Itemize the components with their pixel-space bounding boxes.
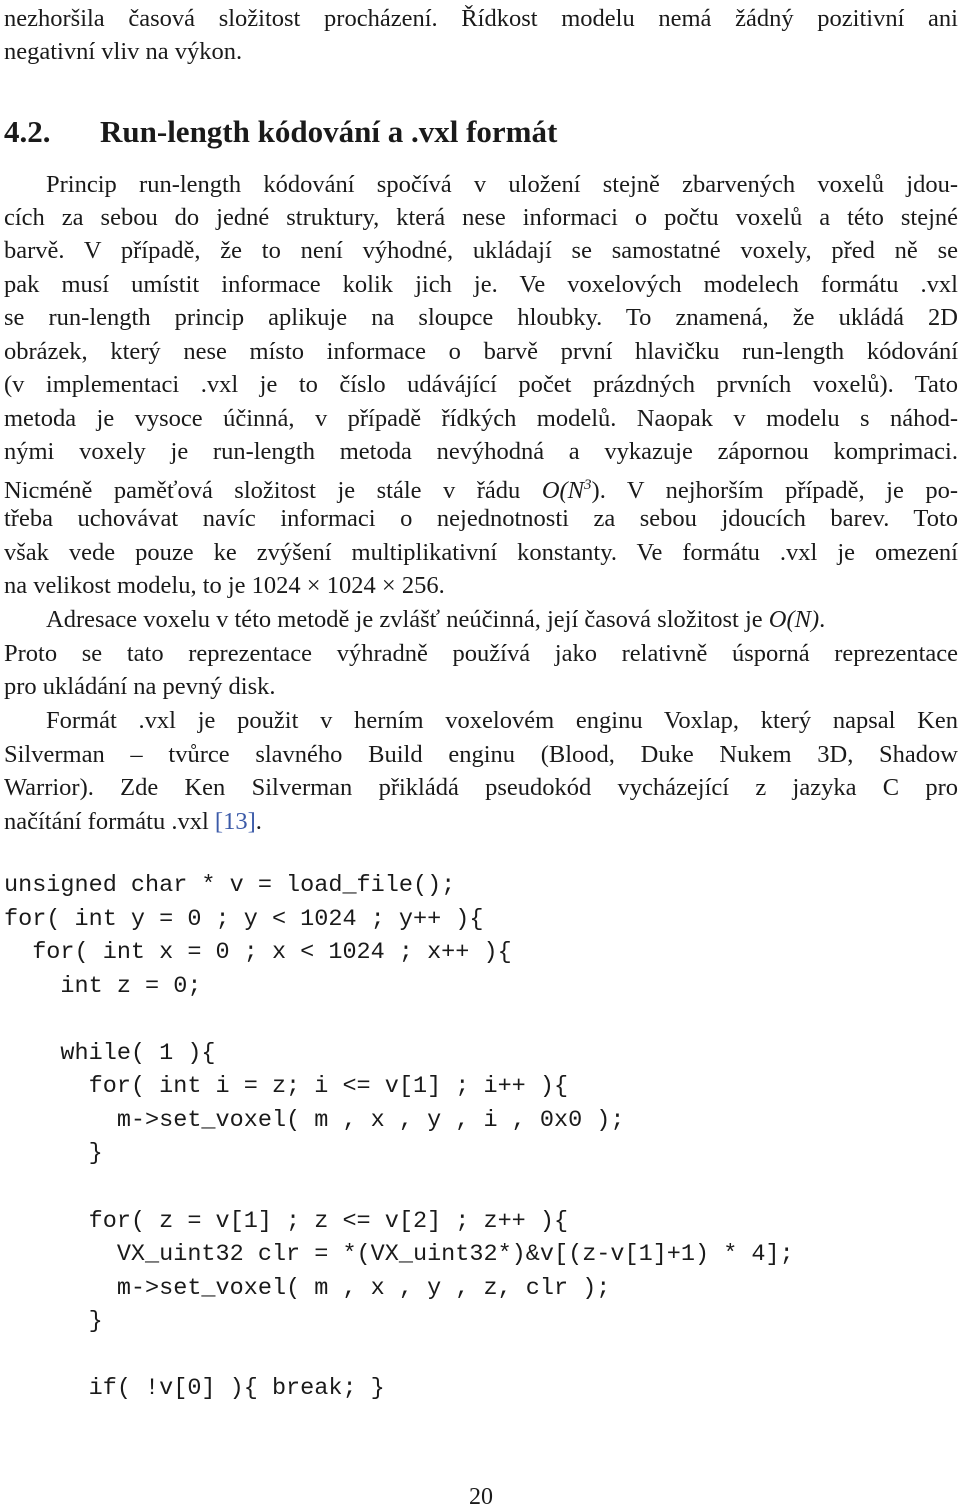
code-line: }: [4, 1308, 103, 1335]
code-line: int z = 0;: [4, 973, 202, 1000]
text-span: . V nejhorším případě, je po-: [599, 477, 958, 505]
code-line: if( !v[0] ){ break; }: [4, 1375, 385, 1402]
text-line-with-citation: [4, 805, 958, 838]
text-span: Nicméně paměťová složitost je stále v řádu: [4, 477, 542, 505]
text-span: načítání formátu .vxl: [4, 808, 215, 835]
code-line: while( 1 ){: [4, 1040, 216, 1067]
text-line: na velikost modelu, to je 1024 × 1024 × 256.: [4, 572, 445, 599]
code-line: for( int x = 0 ; x < 1024 ; x++ ){: [4, 939, 512, 966]
section-heading: [4, 112, 557, 152]
math-close: ): [591, 477, 600, 505]
text-line: se run-length princip aplikuje na sloupce hloubky. To znamená, že ukládá 2D: [4, 304, 958, 331]
text-line: nými voxely je run-length metoda nevýhodná a vykazuje zápornou komprimaci.: [4, 438, 958, 465]
text-span: Adresace voxelu v této metodě je zvlášť neúčinná, její časová složitost je: [46, 606, 769, 633]
text-span: .: [255, 808, 262, 835]
text-line: Princip run-length kódování spočívá v uložení stejně zbarvených voxelů jdou-: [46, 171, 958, 198]
text-line: nezhoršila časová složitost procházení. Řídkost modelu nemá žádný pozitivní ani: [4, 5, 958, 32]
text-line: Silverman – tvůrce slavného Build enginu (Blood, Duke Nukem 3D, Shadow: [4, 741, 958, 768]
text-line: obrázek, který nese místo informace o barvě první hlavičku run-length kódování: [4, 338, 958, 365]
text-line-with-math: [4, 603, 958, 636]
page-number: 20: [469, 1484, 493, 1510]
text-line: (v implementaci .vxl je to číslo udávájící počet prázdných prvních voxelů). Tato: [4, 371, 958, 398]
code-line: for( int y = 0 ; y < 1024 ; y++ ){: [4, 906, 484, 933]
text-line: třeba uchovávat navíc informaci o nejednotnosti za sebou jdoucích barev. Toto: [4, 505, 958, 532]
text-line: cích za sebou do jedné struktury, která nese informaci o počtu voxelů a této stejné: [4, 204, 958, 231]
code-line: m->set_voxel( m , x , y , i , 0x0 );: [4, 1107, 625, 1134]
text-line: Formát .vxl je použit v herním voxelovém enginu Voxlap, který napsal Ken: [46, 707, 958, 734]
code-line: for( int i = z; i <= v[1] ; i++ ){: [4, 1073, 569, 1100]
text-line: pro ukládání na pevný disk.: [4, 673, 276, 700]
section-number: 4.2.: [4, 114, 51, 149]
text-line: Proto se tato reprezentace výhradně používá jako relativně úsporná reprezentace: [4, 640, 958, 667]
text-line: však vede pouze ke zvýšení multiplikativní konstanty. Ve formátu .vxl je omezení: [4, 539, 958, 566]
code-line: unsigned char * v = load_file();: [4, 872, 456, 899]
math-base: O(N: [541, 477, 585, 505]
citation-link[interactable]: [13]: [214, 808, 256, 835]
code-line: }: [4, 1140, 103, 1167]
text-line: Warrior). Zde Ken Silverman přikládá pseudokód vycházející z jazyka C pro: [4, 774, 958, 801]
code-line: for( z = v[1] ; z <= v[2] ; z++ ){: [4, 1208, 569, 1235]
math-expression: [542, 477, 592, 504]
text-line: barvě. V případě, že to není výhodné, ukládají se samostatné voxely, před ně se: [4, 237, 958, 264]
section-title: Run-length kódování a .vxl formát: [100, 114, 558, 149]
math-expression: O(N): [768, 606, 820, 633]
text-line: metoda je vysoce účinná, v případě řídkých modelů. Naopak v modelu s náhod-: [4, 405, 958, 432]
code-line: m->set_voxel( m , x , y , z, clr );: [4, 1275, 611, 1302]
text-line: pak musí umístit informace kolik jich je. Ve voxelových modelech formátu .vxl: [4, 271, 958, 298]
text-span: .: [819, 606, 826, 633]
math-exponent: 3: [584, 477, 592, 493]
code-line: VX_uint32 clr = *(VX_uint32*)&v[(z-v[1]+1) * 4];: [4, 1241, 794, 1268]
text-line: negativní vliv na výkon.: [4, 38, 243, 65]
